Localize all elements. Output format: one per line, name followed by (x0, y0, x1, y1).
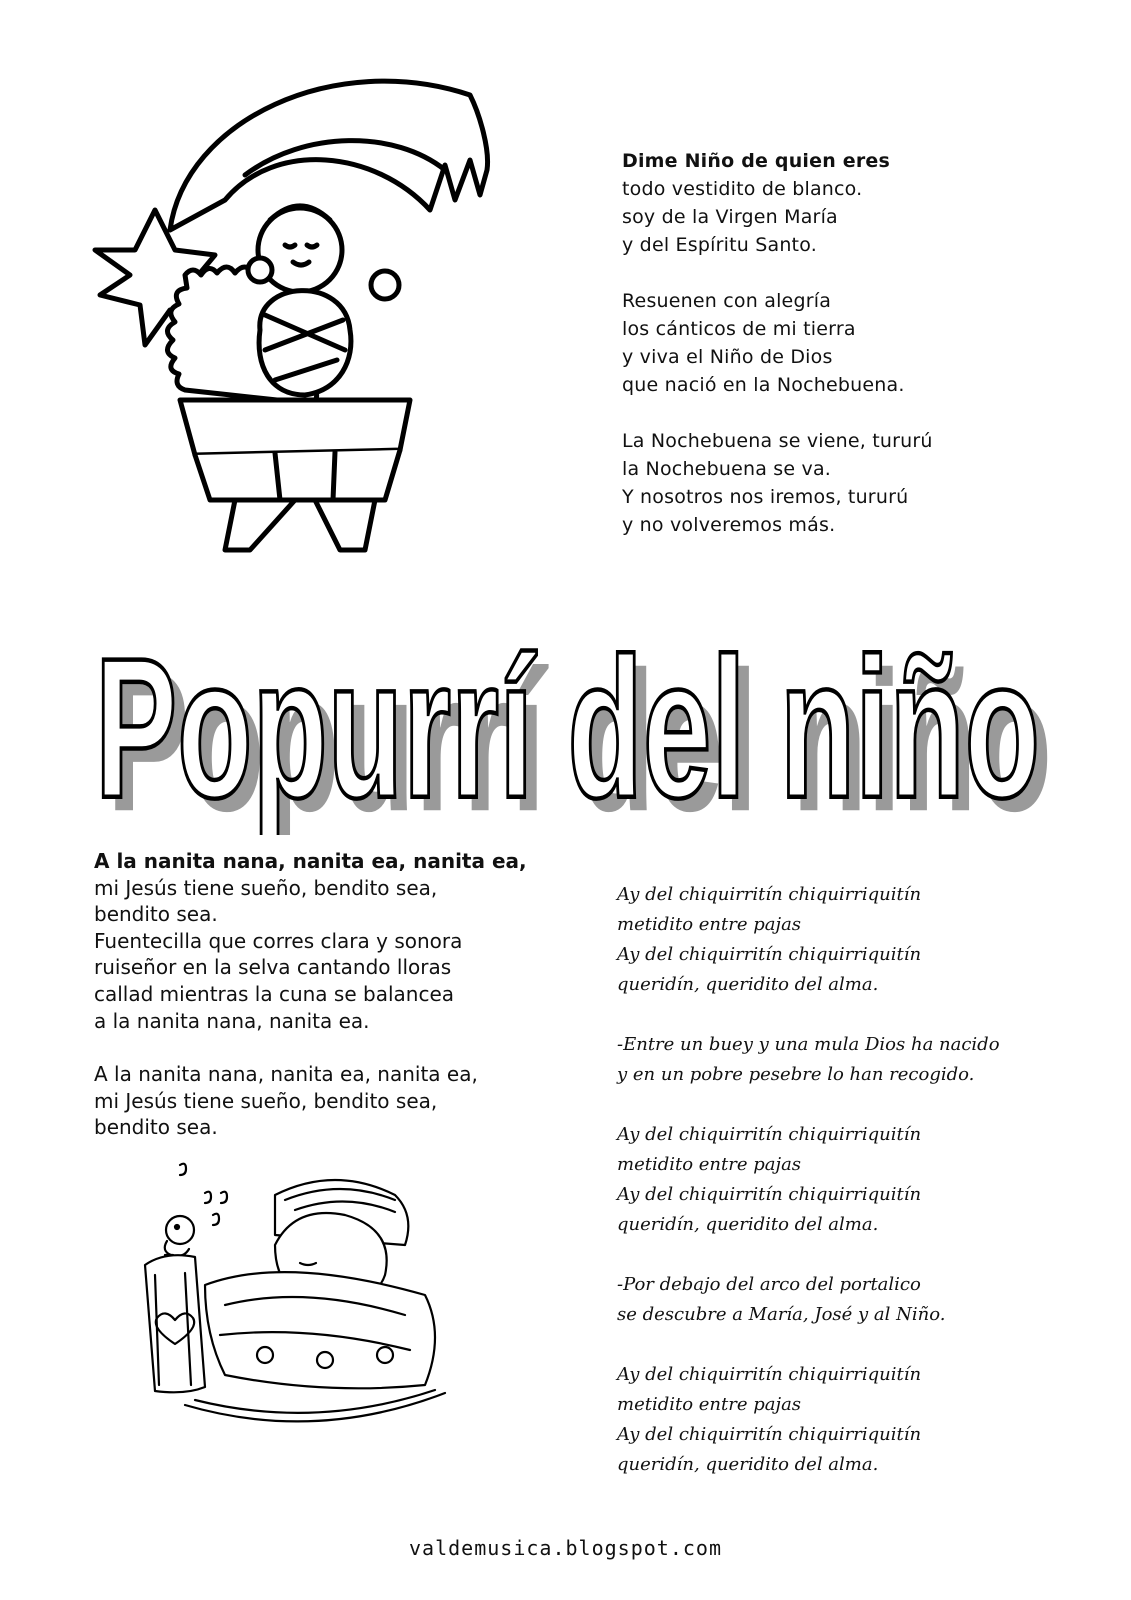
poem-line: a la nanita nana, nanita ea. (94, 1008, 370, 1033)
lullaby-poem (94, 848, 527, 1168)
poem-line: se descubre a María, José y al Niño. (617, 1304, 946, 1325)
poem-line: -Por debajo del arco del portalico (617, 1274, 921, 1295)
poem-line: queridín, queridito del alma. (617, 1454, 879, 1475)
poem-line: y viva el Niño de Dios (622, 346, 833, 368)
poem-line: soy de la Virgen María (622, 206, 838, 228)
poem-line: metidito entre pajas (617, 914, 802, 935)
poem-line: Ay del chiquirritín chiquirriquitín (617, 944, 922, 965)
poem-line: Dime Niño de quien eres (622, 150, 891, 172)
poem-line: los cánticos de mi tierra (622, 318, 856, 340)
sleeping-baby-cradle-illustration (125, 1155, 455, 1425)
poem-line: que nació en la Nochebuena. (622, 374, 905, 396)
chiquirritin-stanza-3 (617, 1120, 1000, 1240)
poem-line: A la nanita nana, nanita ea, nanita ea, (94, 1062, 478, 1087)
title-text: Popurrí del niño (95, 617, 1040, 835)
poem-line: metidito entre pajas (617, 1154, 802, 1175)
poem-line: bendito sea. (94, 1115, 218, 1140)
poem-line: Ay del chiquirritín chiquirriquitín (617, 1124, 922, 1145)
poem-line: callad mientras la cuna se balancea (94, 981, 454, 1006)
poem-line: todo vestidito de blanco. (622, 178, 863, 200)
poem-line: y del Espíritu Santo. (622, 234, 817, 256)
title-shadow: Popurrí del niño (107, 630, 1052, 835)
poem-line: La Nochebuena se viene, tururú (622, 430, 933, 452)
poem-line: Ay del chiquirritín chiquirriquitín (617, 884, 922, 905)
lullaby-stanza-2 (94, 1061, 527, 1141)
page-title (80, 575, 1080, 835)
poem-line: la Nochebuena se va. (622, 458, 832, 480)
poem-line: Ay del chiquirritín chiquirriquitín (617, 1364, 922, 1385)
baby-jesus-manger-illustration (75, 60, 525, 580)
top-poem-stanza-3 (622, 427, 933, 539)
poem-line: Resuenen con alegría (622, 290, 832, 312)
chiquirritin-stanza-2 (617, 1030, 1000, 1090)
top-poem-stanza-2 (622, 287, 933, 399)
poem-line: queridín, queridito del alma. (617, 974, 879, 995)
poem-line: Ay del chiquirritín chiquirriquitín (617, 1184, 922, 1205)
chiquirritin-stanza-5 (617, 1360, 1000, 1480)
poem-line: y en un pobre pesebre lo han recogido. (617, 1064, 975, 1085)
chiquirritin-stanza-4 (617, 1270, 1000, 1330)
poem-line: y no volveremos más. (622, 514, 836, 536)
lullaby-stanza-1 (94, 848, 527, 1034)
top-poem (622, 147, 933, 567)
poem-line: Y nosotros nos iremos, tururú (622, 486, 909, 508)
poem-line: queridín, queridito del alma. (617, 1214, 879, 1235)
poem-line: ruiseñor en la selva cantando lloras (94, 955, 452, 980)
poem-line: metidito entre pajas (617, 1394, 802, 1415)
poem-line: -Entre un buey y una mula Dios ha nacido (617, 1034, 1000, 1055)
poem-line: mi Jesús tiene sueño, bendito sea, (94, 1088, 438, 1113)
poem-line: Fuentecilla que corres clara y sonora (94, 928, 463, 953)
poem-line: bendito sea. (94, 902, 218, 927)
poem-line: A la nanita nana, nanita ea, nanita ea, (94, 849, 527, 873)
top-poem-stanza-1 (622, 147, 933, 259)
footer-url: valdemusica.blogspot.com (409, 1536, 722, 1560)
poem-line: mi Jesús tiene sueño, bendito sea, (94, 875, 438, 900)
chiquirritin-poem (617, 880, 1000, 1510)
poem-line: Ay del chiquirritín chiquirriquitín (617, 1424, 922, 1445)
chiquirritin-stanza-1 (617, 880, 1000, 1000)
